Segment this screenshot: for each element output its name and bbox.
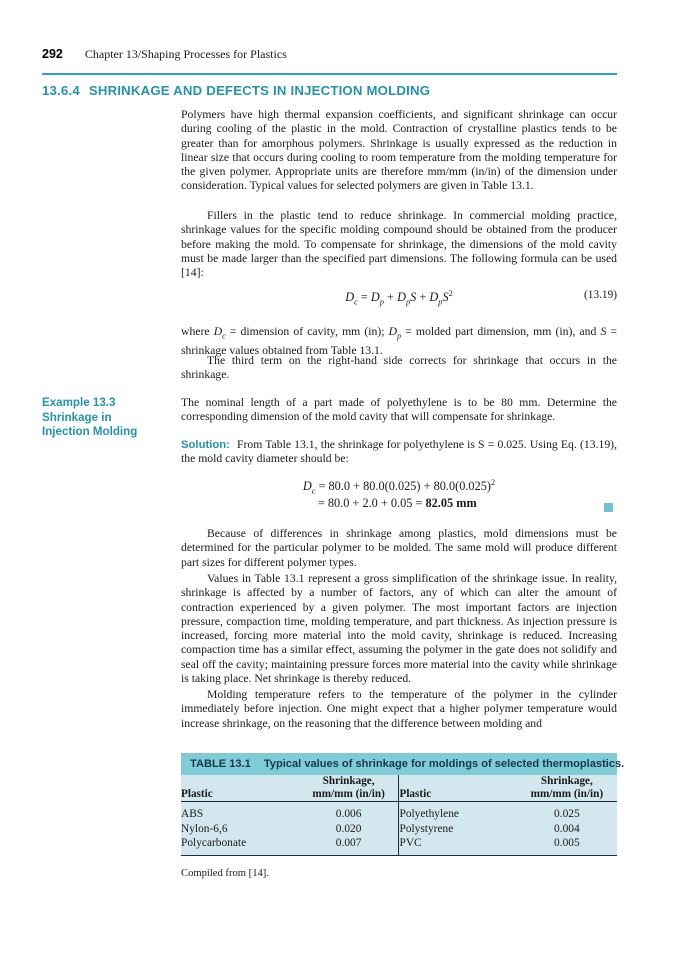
example-label-line-2: Shrinkage in <box>42 410 112 424</box>
equation-13-19: $D_c = D_p + D_pS + D_pS^2$ (13.19) <box>345 289 617 307</box>
table-13-1 <box>181 753 625 856</box>
section-heading <box>42 83 430 98</box>
cell-plastic: Polyethylene <box>399 802 517 822</box>
where-clause: where $D_c$ = dimension of cavity, mm (in); $D_p$ = molded part dimension, mm (in), and S = shrinkage values obtained from Table 13.1. <box>181 325 618 357</box>
header-plastic-left: Plastic <box>181 788 213 800</box>
example-solution <box>181 438 617 467</box>
end-of-example-marker <box>604 503 613 512</box>
example-label-line-3: Injection Molding <box>42 425 138 439</box>
solution-label: Solution: <box>181 439 230 451</box>
header-rule <box>42 73 617 75</box>
cell-value: 0.004 <box>554 822 580 835</box>
header-plastic-right: Plastic <box>399 775 517 802</box>
table-row <box>181 822 617 837</box>
table-row <box>181 836 617 855</box>
section-title: SHRINKAGE AND DEFECTS IN INJECTION MOLDING <box>88 83 431 98</box>
cell-value: 0.005 <box>554 837 580 850</box>
page-number: 292 <box>42 47 63 61</box>
table-caption-text: Typical values of shrinkage for moldings of selected thermoplastics. <box>263 758 625 770</box>
section-number: 13.6.4 <box>42 83 80 98</box>
calc-line-1: $D_c = 80.0 + 80.0(0.025) + 80.0(0.025)^2$ <box>302 478 496 496</box>
cell-plastic: Polycarbonate <box>181 837 247 850</box>
paragraph-5: Because of differences in shrinkage among plastics, mold dimensions must be determined for the particular polymer to be molded. The same mold will produce different part sizes for different polymer types. <box>181 527 617 569</box>
table-header-row <box>181 775 617 802</box>
example-problem: The nominal length of a part made of polyethylene is to be 80 mm. Determine the corresponding dimension of the mold cavity that will compensate for shrinkage. <box>181 396 617 424</box>
example-calculation <box>181 478 617 511</box>
example-sidebar-label <box>42 396 177 440</box>
header-shrinkage-right: Shrinkage, mm/mm (in/in) <box>530 775 604 800</box>
table-row <box>181 802 617 822</box>
cell-value: 0.007 <box>335 837 362 850</box>
cell-plastic: PVC <box>399 836 517 855</box>
running-title: Chapter 13/Shaping Processes for Plastics <box>84 47 287 61</box>
paragraph-6: Values in Table 13.1 represent a gross simplification of the shrinkage issue. In reality, shrinkage is affected by a number of factors, any of which can alter the amount of contraction experienced by a given polymer. The most important factors are injection pressure, compaction time, molding temperature, and part thickness. As injection pressure is increased, forcing more material into the mold cavity, shrinkage is reduced. Increasing compaction time has a similar effect, assuming the polymer in the gate does not solidify and seal off the cavity; maintaining pressure forces more material into the cavity while shrinkage is taking place. Net shrinkage is thereby reduced. <box>181 572 617 686</box>
cell-value: 0.020 <box>335 822 362 835</box>
table-caption-number: TABLE 13.1 <box>190 758 251 770</box>
solution-text: From Table 13.1, the shrinkage for polyethylene is S = 0.025. Using Eq. (13.19), the mold cavity diameter should be: <box>181 438 617 466</box>
cell-plastic: Nylon-6,6 <box>181 822 228 835</box>
example-label-line-1: Example 13.3 <box>42 396 116 409</box>
cell-value: 0.025 <box>517 802 617 822</box>
example-answer: 82.05 mm <box>425 495 477 510</box>
shrinkage-table <box>181 775 617 855</box>
table-note: Compiled from [14]. <box>181 868 269 879</box>
paragraph-7: Molding temperature refers to the temperature of the polymer in the cylinder immediately before injection. One might expect that a higher polymer temperature would increase shrinkage, on the reasoning that the difference between molding and <box>181 688 617 730</box>
paragraph-2: Fillers in the plastic tend to reduce shrinkage. In commercial molding practice, shrinkage values for the specific molding compound should be obtained from the producer before making the mold. To compensate for shrinkage, the dimensions of the mold cavity must be made larger than the specified part dimensions. The following formula can be used [14]: <box>181 209 617 280</box>
cell-plastic: Polystyrene <box>399 822 517 837</box>
paragraph-4: The third term on the right-hand side corrects for shrinkage that occurs in the shrinkage. <box>181 354 617 382</box>
table-caption <box>181 753 625 775</box>
paragraph-1: Polymers have high thermal expansion coefficients, and significant shrinkage can occur during cooling of the plastic in the mold. Contraction of crystalline plastics tends to be greater than for amorphous polymers. Shrinkage is usually expressed as the reduction in linear size that occurs during cooling to room temperature from the molding temperature for the given polymer. Appropriate units are therefore mm/mm (in/in) of the dimension under consideration. Typical values for selected polymers are given in Table 13.1. <box>181 108 617 193</box>
equation-tag: (13.19) <box>584 289 617 301</box>
table-body <box>181 802 617 855</box>
table-bottom-rule <box>181 855 617 856</box>
calc-line-2: = 80.0 + 2.0 + 0.05 = 82.05 mm <box>317 495 477 510</box>
cell-value: 0.006 <box>299 802 399 822</box>
running-head <box>42 47 287 62</box>
header-shrinkage-left: Shrinkage, mm/mm (in/in) <box>312 775 385 800</box>
cell-plastic: ABS <box>181 802 299 822</box>
